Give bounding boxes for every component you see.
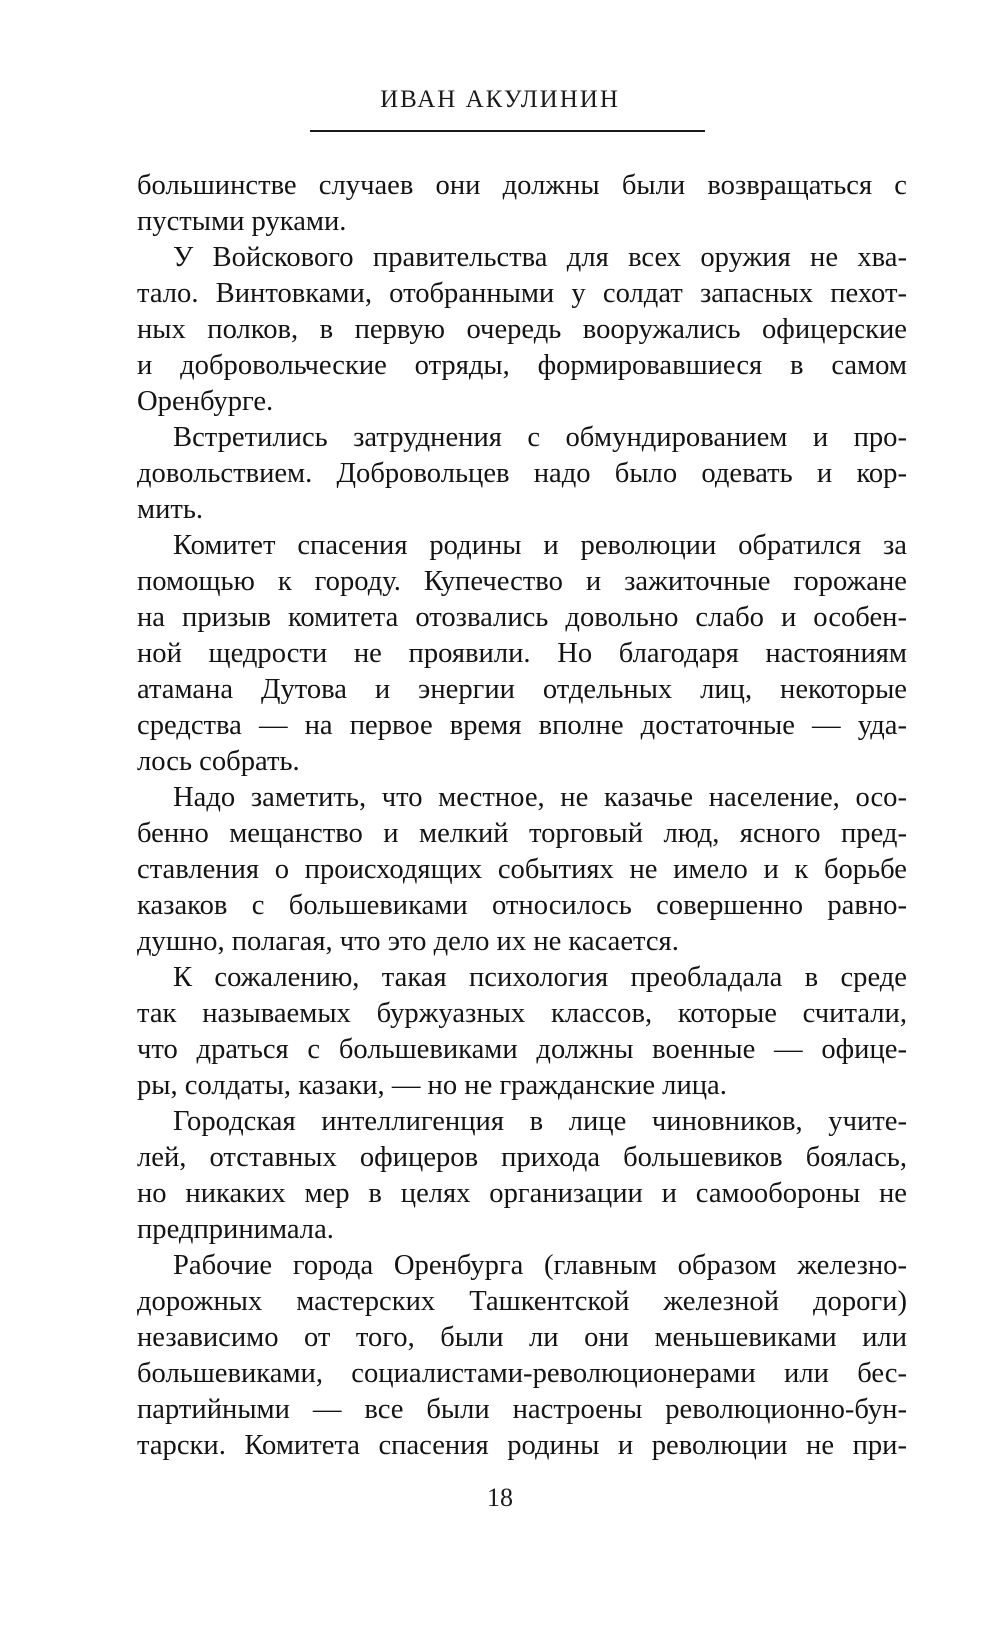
text-line: помощью к городу. Купечество и зажиточные горожане <box>137 566 907 597</box>
text-line: мить. <box>137 494 204 525</box>
text-line: У Войскового правительства для всех оружия не хва- <box>173 242 907 273</box>
text-line: Встретились затруднения с обмундированием и про- <box>173 422 907 453</box>
text-line: атамана Дутова и энергии отдельных лиц, некоторые <box>137 674 907 705</box>
text-line: тарски. Комитета спасения родины и революции не при- <box>137 1430 907 1461</box>
text-line: ры, солдаты, казаки, — но не гражданские лица. <box>137 1070 727 1101</box>
text-line: партийными — все были настроены революционно-бун- <box>137 1394 907 1425</box>
paragraph <box>137 240 907 420</box>
text-line: довольствием. Добровольцев надо было одевать и кор- <box>137 458 907 489</box>
paragraph <box>137 1104 907 1248</box>
paragraph <box>137 780 907 960</box>
text-line: что драться с большевиками должны военные — офице- <box>137 1034 907 1065</box>
text-line: пустыми руками. <box>137 206 347 237</box>
paragraph <box>137 1248 907 1464</box>
text-line: так называемых буржуазных классов, которые считали, <box>137 998 907 1029</box>
text-line: ных полков, в первую очередь вооружались офицерские <box>137 314 907 345</box>
text-line: душно, полагая, что это дело их не касается. <box>137 926 679 957</box>
text-line: Оренбурге. <box>137 386 274 417</box>
text-line: Городская интеллигенция в лице чиновников, учите- <box>173 1106 907 1137</box>
text-line: и добровольческие отряды, формировавшиеся в самом <box>137 350 907 381</box>
text-line: большевиками, социалистами-революционерами или бес- <box>137 1358 907 1389</box>
text-line: ной щедрости не проявили. Но благодаря настояниям <box>137 638 907 669</box>
text-line: ставления о происходящих событиях не имело и к борьбе <box>137 854 907 885</box>
text-line: но никаких мер в целях организации и самообороны не <box>137 1178 907 1209</box>
paragraph <box>137 528 907 780</box>
text-line: К сожалению, такая психология преобладала в среде <box>173 962 907 993</box>
text-line: Комитет спасения родины и революции обратился за <box>173 530 907 561</box>
text-line: предпринимала. <box>137 1214 334 1245</box>
body-text <box>137 168 907 1464</box>
text-line: дорожных мастерских Ташкентской железной дороги) <box>137 1286 907 1317</box>
text-line: на призыв комитета отозвались довольно слабо и особен- <box>137 602 907 633</box>
page-number: 18 <box>487 1483 513 1512</box>
text-line: Надо заметить, что местное, не казачье население, осо- <box>173 782 907 813</box>
text-line: казаков с большевиками относилось совершенно равно- <box>137 890 907 921</box>
text-line: тало. Винтовками, отобранными у солдат запасных пехот- <box>137 278 907 309</box>
text-line: Рабочие города Оренбурга (главным образом железно- <box>173 1250 907 1281</box>
text-line: средства — на первое время вполне достаточные — уда- <box>137 710 907 741</box>
paragraph <box>137 168 907 240</box>
paragraph <box>137 420 907 528</box>
paragraph <box>137 960 907 1104</box>
running-head: ИВАН АКУЛИНИН <box>380 86 620 113</box>
text-line: независимо от того, были ли они меньшевиками или <box>137 1322 907 1353</box>
text-line: лей, отставных офицеров прихода большевиков боялась, <box>137 1142 907 1173</box>
text-line: большинстве случаев они должны были возвращаться с <box>137 170 907 201</box>
text-line: бенно мещанство и мелкий торговый люд, ясного пред- <box>137 818 907 849</box>
header-rule <box>310 130 705 132</box>
text-line: лось собрать. <box>137 746 300 777</box>
